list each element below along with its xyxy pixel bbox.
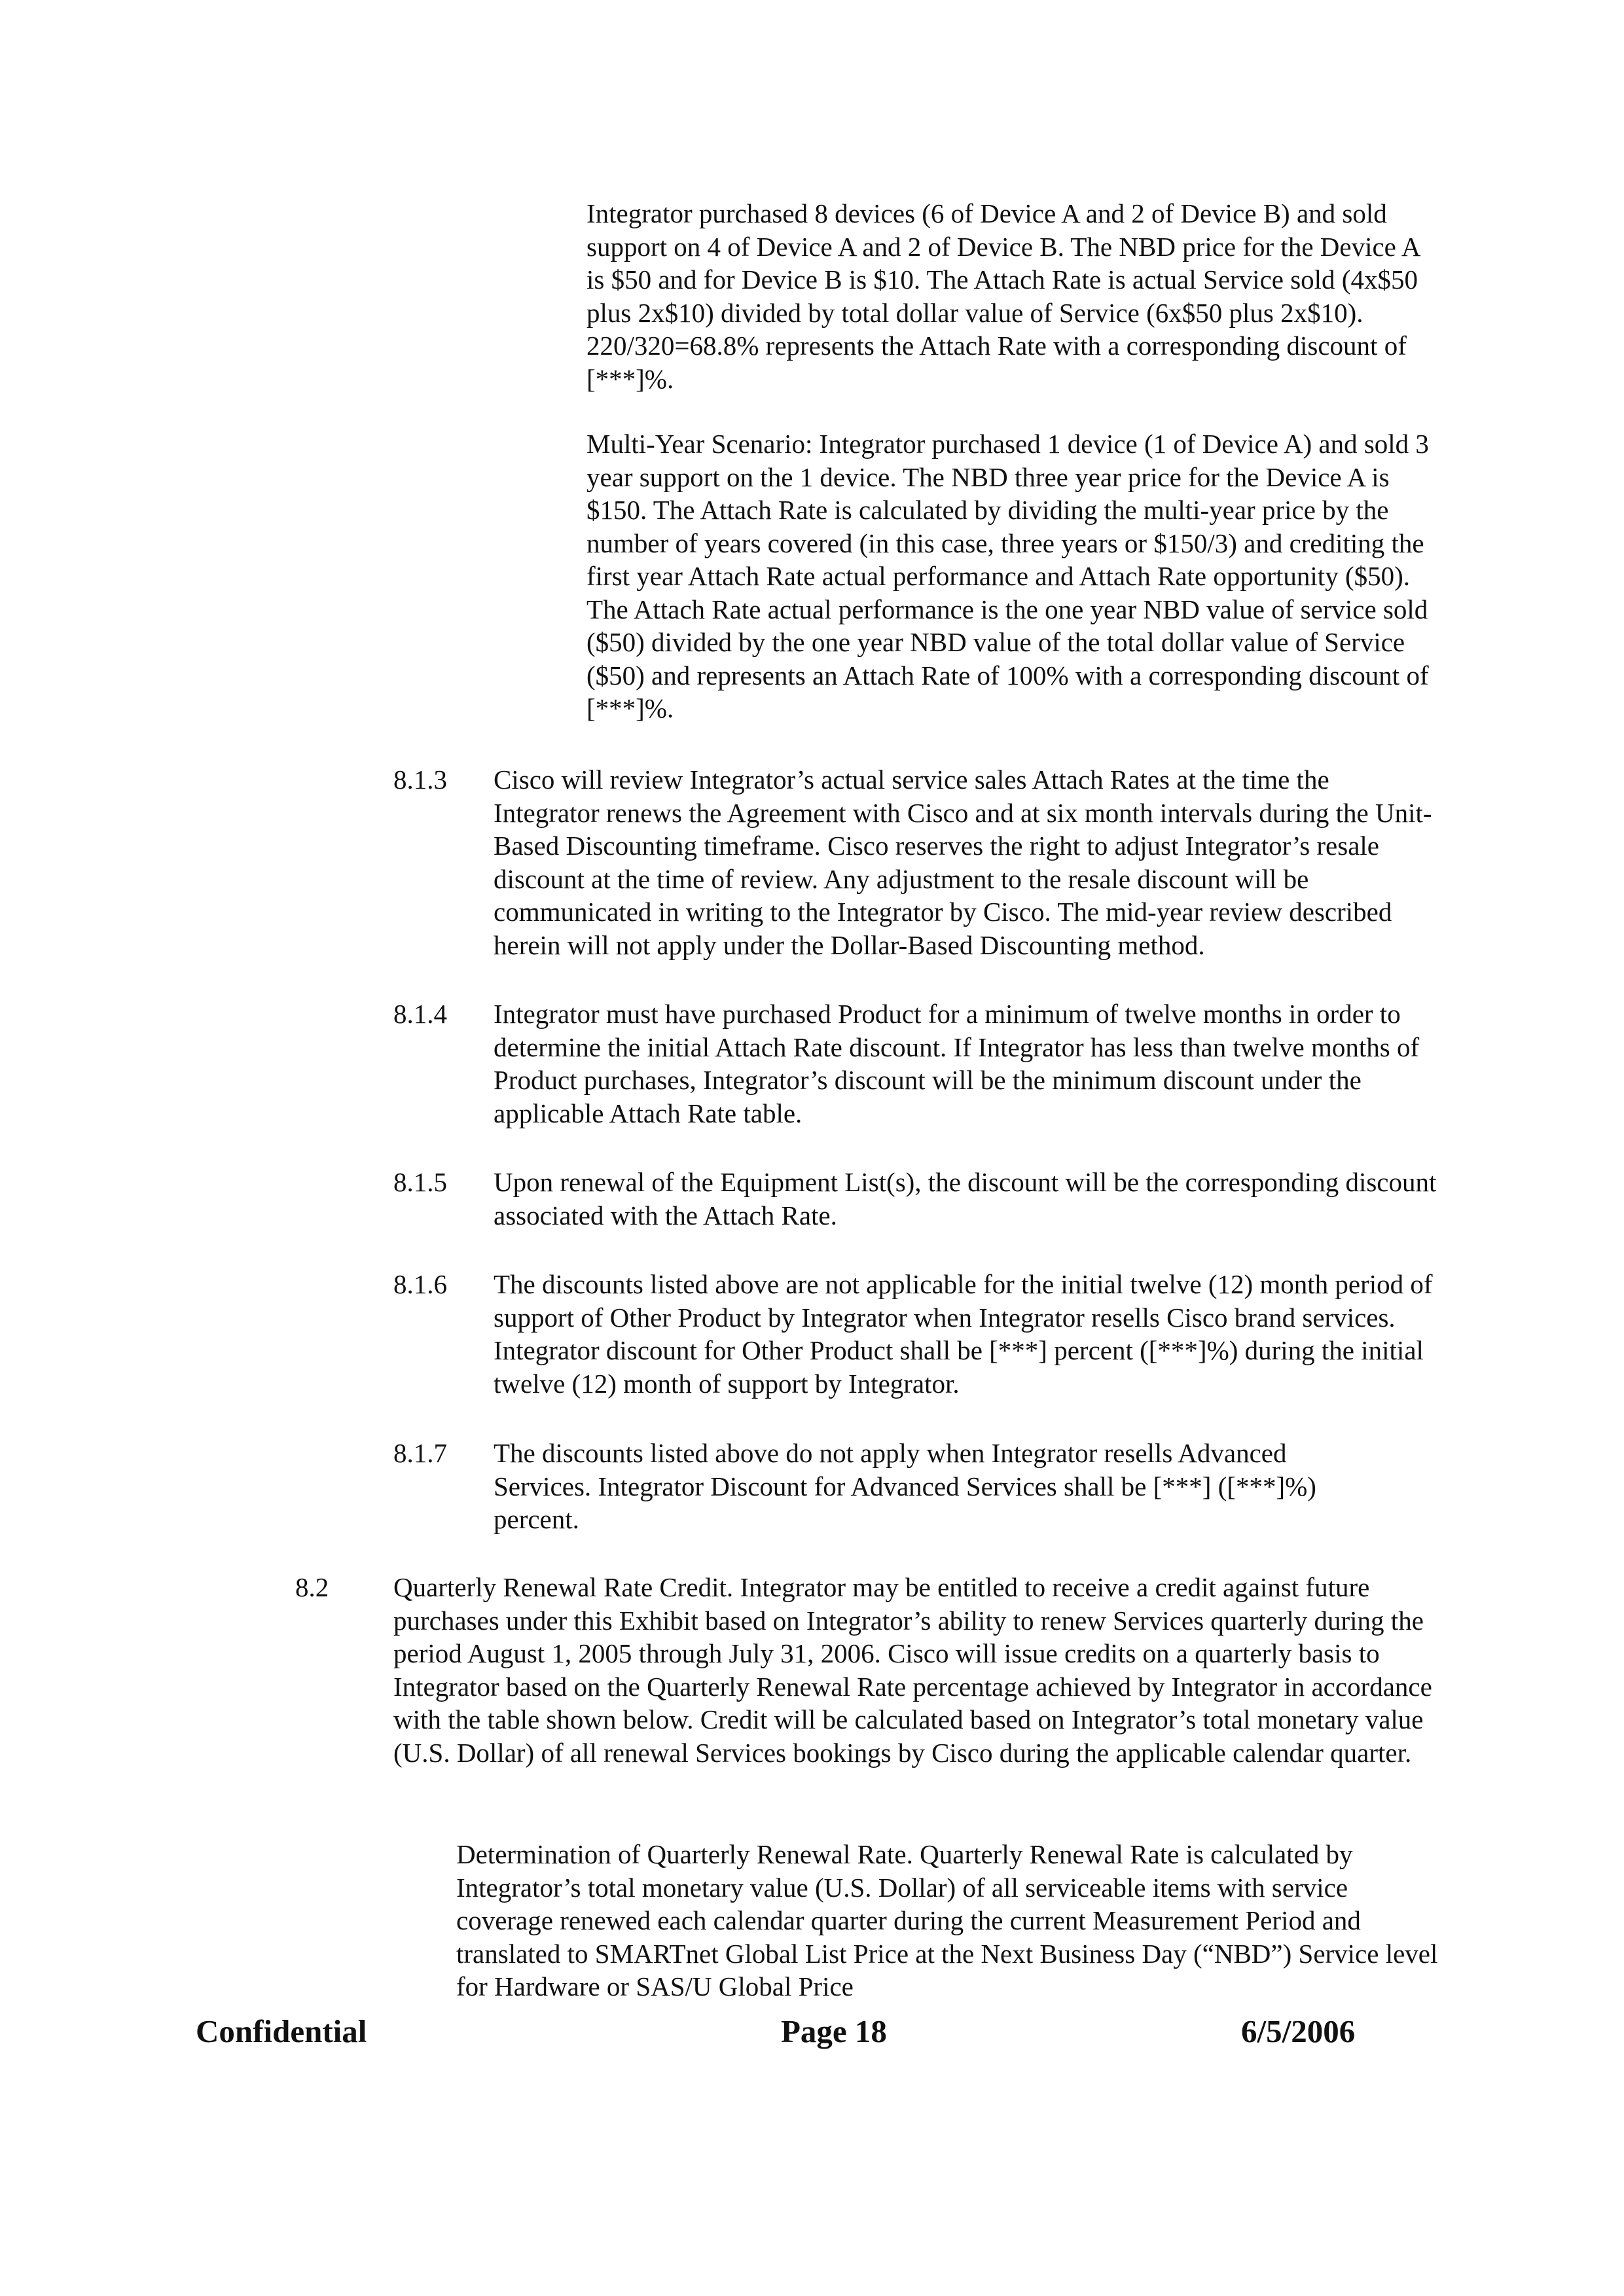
section-number-8-2: 8.2 bbox=[295, 1572, 329, 1602]
section-text-8-1-4: Integrator must have purchased Product for a minimum of twelve months in order to determine the initial Attach Rate discount. If Integrator has less than twelve months of Product purchases, Integrator’s discount will be the minimum discount under the applicable Attach Rate table. bbox=[494, 999, 1420, 1128]
footer-confidential: Confidential bbox=[196, 2013, 367, 2049]
section-number-8-1-5: 8.1.5 bbox=[393, 1167, 447, 1197]
section-number-8-1-3: 8.1.3 bbox=[393, 764, 447, 795]
section-text-8-2: Quarterly Renewal Rate Credit. Integrator may be entitled to receive a credit against future purchases under this Exhibit based on Integrator’s ability to renew Services quarterly during the period August 1, 2005 through July 31, 2006. Cisco will issue credits on a quarterly basis to Integrator based on the Quarterly Renewal Rate percentage achieved by Integrator in accordance with the table shown below. Credit will be calculated based on Integrator’s total monetary value (U.S. Dollar) of all renewal Services bookings by Cisco during the applicable calendar quarter. bbox=[393, 1572, 1432, 1768]
section-text-8-1-5: Upon renewal of the Equipment List(s), the discount will be the corresponding discount associated with the Attach Rate. bbox=[494, 1167, 1437, 1230]
section-text-8-1-3: Cisco will review Integrator’s actual service sales Attach Rates at the time the Integrator renews the Agreement with Cisco and at six month intervals during the Unit-Based Discounting timeframe. Cisco reserves the right to adjust Integrator’s resale discount at the time of review. Any adjustment to the resale discount will be communicated in writing to the Integrator by Cisco. The mid-year review described herein will not apply under the Dollar-Based Discounting method. bbox=[494, 764, 1432, 960]
footer-page-number: Page 18 bbox=[781, 2013, 887, 2049]
section-number-8-1-6: 8.1.6 bbox=[393, 1269, 447, 1299]
footer-date: 6/5/2006 bbox=[1241, 2013, 1356, 2049]
section-text-8-1-7: The discounts listed above do not apply when Integrator resells Advanced Services. Integrator Discount for Advanced Services shall be [***] ([***]%) percent. bbox=[494, 1438, 1316, 1534]
section-text-8-1-6: The discounts listed above are not applicable for the initial twelve (12) month period of support of Other Product by Integrator when Integrator resells Cisco brand services. Integrator discount for Other Product shall be [***] percent ([***]%) during the initial twelve (12) month of support by Integrator. bbox=[494, 1269, 1433, 1399]
determination-paragraph: Determination of Quarterly Renewal Rate. Quarterly Renewal Rate is calculated by Integrator’s total monetary value (U.S. Dollar) of all serviceable items with service coverage renewed each calendar quarter during the current Measurement Period and translated to SMARTnet Global List Price at the Next Business Day (“NBD”) Service level for Hardware or SAS/U Global Price bbox=[456, 1839, 1438, 2001]
example-paragraph: Integrator purchased 8 devices (6 of Device A and 2 of Device B) and sold support on 4 of Device A and 2 of Device B. The NBD price for the Device A is $50 and for Device B is $10. The Attach Rate is actual Service sold (4x$50 plus 2x$10) divided by total dollar value of Service (6x$50 plus 2x$10). 220/320=68.8% represents the Attach Rate with a corresponding discount of [***]%. bbox=[586, 198, 1420, 394]
section-number-8-1-4: 8.1.4 bbox=[393, 999, 447, 1029]
multi-year-paragraph: Multi-Year Scenario: Integrator purchased 1 device (1 of Device A) and sold 3 year support on the 1 device. The NBD three year price for the Device A is $150. The Attach Rate is calculated by dividing the multi-year price by the number of years covered (in this case, three years or $150/3) and crediting the first year Attach Rate actual performance and Attach Rate opportunity ($50). The Attach Rate actual performance is the one year NBD value of service sold ($50) divided by the one year NBD value of the total dollar value of Service ($50) and represents an Attach Rate of 100% with a corresponding discount of [***]%. bbox=[586, 429, 1429, 723]
section-number-8-1-7: 8.1.7 bbox=[393, 1438, 447, 1468]
